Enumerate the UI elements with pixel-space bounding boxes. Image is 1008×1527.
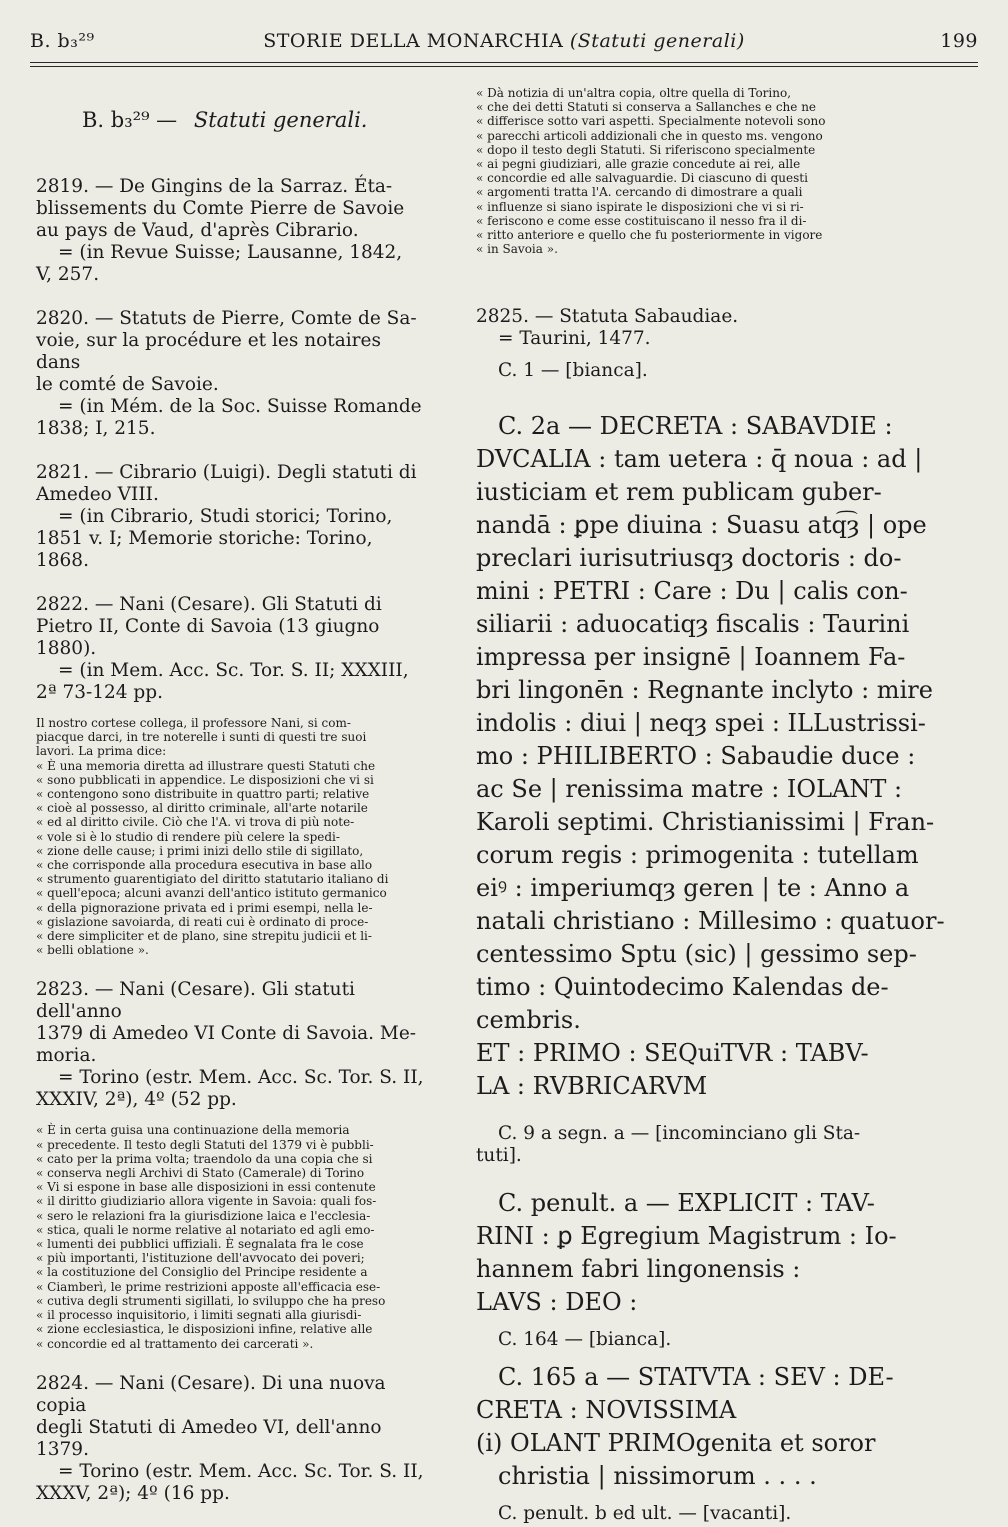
running-header [30, 30, 978, 64]
header-rule-bottom [30, 66, 978, 67]
entry-2822: 2822. — Nani (Cesare). Gli Statuti di Pietro II, Conte di Savoia (13 giugno 1880). = (in Mem. Acc. Sc. Tor. S. II; XXXIII, 2ª 73-124 pp. [36, 594, 409, 703]
leaf-c9: C. 9 a segn. a — [incominciano gli Sta- tuti]. [476, 1123, 861, 1167]
entry-2823: 2823. — Nani (Cesare). Gli statuti dell'anno 1379 di Amedeo VI Conte di Savoia. Me- moria. = Torino (estr. Mem. Acc. Sc. Tor. S. II, XXXIV, 2ª), 4º (52 pp. [36, 979, 424, 1111]
header-title-main: STORIE DELLA MONARCHIA [263, 30, 564, 52]
right-column [476, 80, 945, 1525]
leaf-c-penult-b: C. penult. b ed ult. — [vacanti]. [498, 1503, 792, 1525]
entry-2820: 2820. — Statuts de Pierre, Comte de Sa- voie, sur la procédure et les notaires dans le comté de Savoie. = (in Mém. de la Soc. Suisse Romande 1838; I, 215. [36, 308, 422, 439]
note-2822: Il nostro cortese collega, il professore Nani, si com- piacque darci, in tre noterelle i sunti di questi tre suoi lavori. La prima dice: « È una memoria diretta ad illustrare questi Statuti che « sono pubblicati in appendice. Le disposizioni che vi si « contengono sono distribuite in quattro parti; relative « cioè al possesso, al diritto criminale, all'arte notarile « ed al diritto civile. Ciò che l'A. vi trova di più note- « vole si è lo studio di rendere più celere la spedi- « zione delle cause; i primi inizi dello stile di sigillato, « che corrisponde alla procedura esecutiva in base allo « strumento guarentigiato del diritto statutario italiano di « quell'epoca; alcuni avanzi dell'antico istituto germanico « della pignorazione privata ed i primi esempi, nella le- « gislazione savoiarda, di reati cui è ordinato di proce- « dere simpliciter et de plano, sine strepitu judicii et li- « belli oblatione ». [36, 716, 389, 958]
leaf-c165: C. 165 a — STATVTA : SEV : DE- CRETA : NOVISSIMA (i) OLANT PRIMOgenita et soror christia | nissimorum . . . . [476, 1363, 894, 1491]
entry-2825: 2825. — Statuta Sabaudiae. = Taurini, 1477. [476, 306, 739, 350]
leaf-c1: C. 1 — [bianca]. [498, 360, 648, 382]
section-title: B. b₃²⁹ — Statuti generali. [82, 108, 368, 132]
page-number: 199 [940, 30, 978, 52]
note-2824: « Dà notizia di un'altra copia, oltre quella di Torino, « che dei detti Statuti si conserva a Sallanches e che ne « differisce sotto vari aspetti. Specialmente notevoli sono « parecchi articoli addizionali che in questo ms. vengono « dopo il testo degli Statuti. Si riferiscono specialmente « ai pegni giudiziari, alle grazie concedute ai rei, alle « concordie ed alle salvaguardie. Di ciascuno di questi « argomenti tratta l'A. cercando di dimostrare a quali « influenze si siano ispirate le disposizioni che vi si ri- « feriscono e come esse costituiscano il nesso fra il di- « ritto anteriore e quello che fu posteriormente in vigore « in Savoia ». [476, 86, 826, 257]
note-2823: « È in certa guisa una continuazione della memoria « precedente. Il testo degli Statuti del 1379 vi è pubbli- « cato per la prima volta; traendolo da una copia che si « conserva negli Archivi di Stato (Camerale) di Torino « Vi si espone in base alle disposizioni in essi contenute « il diritto giudiziario allora vigente in Savoia: quali fos- « sero le relazioni fra la giurisdizione laica e l'ecclesia- « stica, quali le norme relative al notariato ed agli emo- « lumenti dei pubblici uffiziali. È segnalata fra le cose « più importanti, l'istituzione dell'avvocato dei poveri; « la costituzione del Consiglio del Principe residente a « Ciamberì, le prime restrizioni apposte all'efficacia ese- « cutiva degli strumenti sigillati, lo sviluppo che ha preso « il processo inquisitorio, i limiti segnati alla giurisdi- « zione ecclesiastica, le disposizioni infine, relative alle « concordie ed al trattamento dei carcerati ». [36, 1123, 386, 1351]
leaf-c-penult-a: C. penult. a — EXPLICIT : TAV- RINI : ꝑ Egregium Magistrum : Io- hannem fabri lingonensis : LAVS : DEO : [476, 1189, 897, 1317]
header-rule-top [30, 62, 978, 63]
header-title [30, 30, 978, 52]
entry-2819: 2819. — De Gingins de la Sarraz. Éta- blissements du Comte Pierre de Savoie au pays de Vaud, d'après Cibrario. = (in Revue Suisse; Lausanne, 1842, V, 257. [36, 176, 405, 285]
header-title-sub: (Statuti generali) [569, 30, 745, 52]
entry-2824: 2824. — Nani (Cesare). Di una nuova copia degli Statuti di Amedeo VI, dell'anno 1379. = Torino (estr. Mem. Acc. Sc. Tor. S. II, XXXV, 2ª); 4º (16 pp. [36, 1372, 424, 1504]
left-column [36, 80, 426, 1527]
leaf-c164: C. 164 — [bianca]. [498, 1329, 672, 1351]
leaf-c2a-text: C. 2a — DECRETA : SABAVDIE : DVCALIA : tam uetera : q̄ noua : ad | iusticiam et rem publicam guber- nandā : ꝑpe diuina : Suasu atq͡ȝ | ope preclari iurisutriusqȝ doctoris : do- mini : PETRI : Care : Du | calis con- siliarii : aduocatiqȝ fiscalis : Taurini impressa per insignē | Ioannem Fa- bri lingonēn : Regnante inclyto : mire indolis : diui | neqȝ spei : ILLustrissi- mo : PHILIBERTO : Sabaudie duce : ac Se | renissima matre : IOLANT : Karoli septimi. Christianissimi | Fran- corum regis : primogenita : tutellam eiꝰ : imperiumqȝ geren | te : Anno a natali christiano : Millesimo : quatuor- centessimo Sptu (sic) | gessimo sep- timo : Quintodecimo Kalendas de- cembris. ET : PRIMO : SEQuiTVR : TABV- LA : RVBRICARVM [476, 412, 945, 1101]
header-signature: B. b₃²⁹ [30, 30, 95, 52]
entry-2821: 2821. — Cibrario (Luigi). Degli statuti di Amedeo VIII. = (in Cibrario, Studi storici; Torino, 1851 v. I; Memorie storiche: Torino, 1868. [36, 462, 417, 571]
